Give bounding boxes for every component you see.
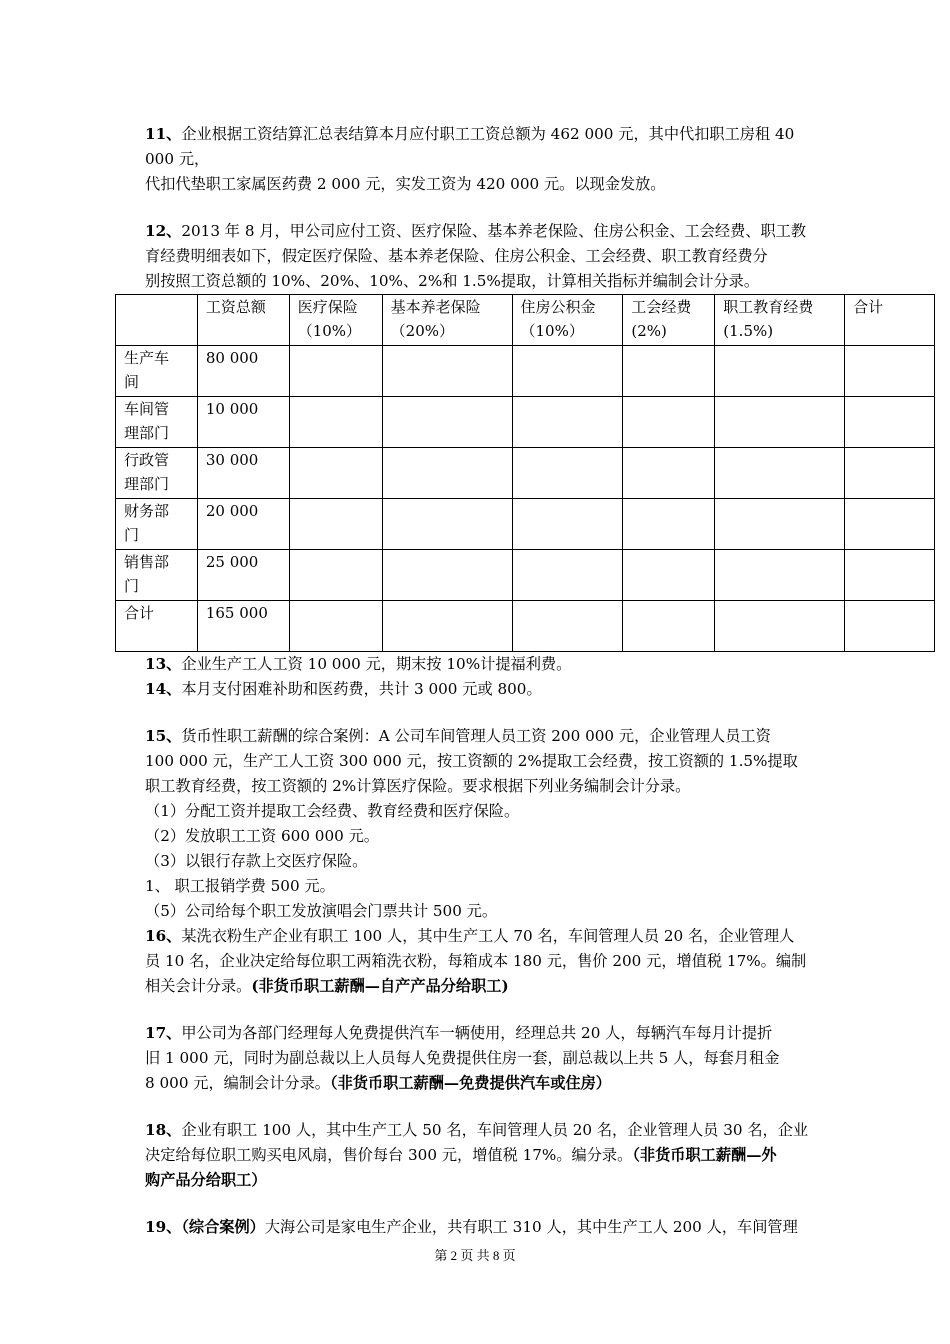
question-text: 企业生产工人工资 10 000 元，期末按 10%计提福利费。 [181,655,572,673]
department-line: 理部门 [124,424,170,442]
question-number: 18、 [145,1121,182,1139]
department-cell [116,499,198,550]
department-line: 销售部 [124,553,170,571]
empty-cell [715,346,845,397]
department-line: 财务部 [124,502,170,520]
question-17 [145,1021,810,1096]
question-text: 员 10 名，企业决定给每位职工两箱洗衣粉，每箱成本 180 元，售价 200 元，增值税 17%。编制 [145,952,807,970]
question-16 [145,924,810,999]
question-note: 购产品分给职工） [145,1171,267,1189]
question-text: 决定给每位职工购买电风扇，售价每台 300 元，增值税 17%。编分录。 [145,1146,633,1164]
question-number: 19、 [145,1218,182,1236]
salary-total-cell: 30 000 [197,448,289,499]
empty-cell [623,550,715,601]
question-19 [145,1215,810,1240]
question-14 [145,677,810,702]
empty-cell [512,397,623,448]
empty-cell [289,397,382,448]
sub-item: （5）公司给每个职工发放演唱会门票共计 500 元。 [145,902,498,920]
question-text: 育经费明细表如下，假定医疗保险、基本养老保险、住房公积金、工会经费、职工教育经费分 [145,247,768,265]
empty-cell [715,601,845,652]
empty-cell [289,499,382,550]
table-header-row [116,295,935,346]
question-number: 13、 [145,655,182,673]
question-text: 8 000 元，编制会计分录。 [145,1074,330,1092]
table-header-cell [715,295,845,346]
table-row [116,601,935,652]
department-line: 行政管 [124,451,170,469]
empty-cell [715,448,845,499]
empty-cell [845,448,935,499]
department-line: 车间管 [124,400,170,418]
page-footer: 第 2 页 共 8 页 [434,1248,516,1263]
empty-cell [845,550,935,601]
sub-item: （1）分配工资并提取工会经费、教育经费和医疗保险。 [145,802,520,820]
empty-cell [715,397,845,448]
question-text: 货币性职工薪酬的综合案例：A 公司车间管理人员工资 200 000 元，企业管理人员工资 [181,727,771,745]
header-line: （20%） [390,322,454,340]
sub-item: （2）发放职工工资 600 000 元。 [145,827,379,845]
table-header-cell [197,295,289,346]
table-row [116,550,935,601]
salary-detail-table [115,294,935,652]
department-line: 门 [124,577,140,595]
department-cell [116,601,198,652]
header-line: 合计 [853,298,884,316]
empty-cell [623,397,715,448]
question-note: （非货币职工薪酬—外 [632,1146,777,1164]
question-text: 100 000 元，生产工人工资 300 000 元，按工资额的 2%提取工会经费，按工资额的 1.5%提取 [145,752,798,770]
question-text: 大海公司是家电生产企业，共有职工 310 人，其中生产工人 200 人，车间管理 [264,1218,798,1236]
question-text: 旧 1 000 元，同时为副总裁以上人员每人免费提供住房一套，副总裁以上共 5 人，每套月租金 [145,1049,780,1067]
question-label: （综合案例） [181,1218,265,1236]
empty-cell [382,601,512,652]
empty-cell [623,499,715,550]
question-text: 某洗衣粉生产企业有职工 100 人，其中生产工人 70 名，车间管理人员 20 名，企业管理人 [181,927,795,945]
empty-cell [512,448,623,499]
header-line: (2%) [631,322,667,340]
empty-cell [512,346,623,397]
question-text: 2013 年 8 月，甲公司应付工资、医疗保险、基本养老保险、住房公积金、工会经费、职工教 [181,222,807,240]
header-line: 工会经费 [631,298,692,316]
table-row [116,448,935,499]
table-row [116,397,935,448]
question-15 [145,724,810,924]
question-number: 15、 [145,727,182,745]
question-text: 别按照工资总额的 10%、20%、10%、2%和 1.5%提取，计算相关指标并编制会计分录。 [145,272,760,290]
department-cell [116,448,198,499]
empty-cell [382,346,512,397]
department-line: 理部门 [124,475,170,493]
header-line: 医疗保险 [297,298,358,316]
question-text: 相关会计分录。 [145,977,252,995]
question-number: 12、 [145,222,182,240]
table-row [116,499,935,550]
department-line: 门 [124,526,140,544]
header-line: 基本养老保险 [390,298,481,316]
question-text: 企业根据工资结算汇总表结算本月应付职工工资总额为 462 000 元，其中代扣职工房租 40 000 元， [145,125,795,168]
department-line: 间 [124,373,140,391]
question-number: 17、 [145,1024,182,1042]
department-cell [116,397,198,448]
salary-total-cell: 10 000 [197,397,289,448]
question-text: 本月支付困难补助和医药费，共计 3 000 元或 800。 [181,680,542,698]
question-text: 代扣代垫职工家属医药费 2 000 元，实发工资为 420 000 元。以现金发放。 [145,175,666,193]
sub-item: 1、 职工报销学费 500 元。 [145,877,335,895]
question-11 [145,122,810,197]
table-header-cell [116,295,198,346]
table-row [116,346,935,397]
header-line: 住房公积金 [520,298,596,316]
header-line: 工资总额 [205,298,266,316]
department-cell [116,550,198,601]
question-text: 甲公司为各部门经理每人免费提供汽车一辆使用，经理总共 20 人，每辆汽车每月计提折 [181,1024,773,1042]
empty-cell [382,448,512,499]
empty-cell [382,397,512,448]
question-12 [145,219,810,294]
salary-total-cell: 25 000 [197,550,289,601]
empty-cell [845,499,935,550]
table-header-cell [623,295,715,346]
question-text: 职工教育经费，按工资额的 2%计算医疗保险。要求根据下列业务编制会计分录。 [145,777,691,795]
empty-cell [512,550,623,601]
question-13 [145,652,810,677]
header-line: （10%） [520,322,584,340]
question-note: (非货币职工薪酬—自产产品分给职工) [251,977,509,995]
empty-cell [845,346,935,397]
empty-cell [715,499,845,550]
department-cell [116,346,198,397]
empty-cell [289,346,382,397]
document-body [124,122,884,1240]
table-header-cell [382,295,512,346]
empty-cell [289,550,382,601]
department-line: 合计 [124,604,155,622]
question-note: （非货币职工薪酬—免费提供汽车或住房） [330,1074,611,1092]
salary-total-cell: 165 000 [197,601,289,652]
table-header-cell [845,295,935,346]
salary-total-cell: 80 000 [197,346,289,397]
empty-cell [512,499,623,550]
empty-cell [623,448,715,499]
empty-cell [512,601,623,652]
empty-cell [845,397,935,448]
header-line: (1.5%) [723,322,774,340]
question-number: 16、 [145,927,182,945]
empty-cell [623,601,715,652]
empty-cell [289,448,382,499]
question-18 [145,1118,810,1193]
empty-cell [715,550,845,601]
header-line: （10%） [297,322,362,340]
empty-cell [289,601,382,652]
sub-item: （3）以银行存款上交医疗保险。 [145,852,368,870]
empty-cell [382,550,512,601]
empty-cell [382,499,512,550]
empty-cell [845,601,935,652]
table-header-cell [289,295,382,346]
question-text: 企业有职工 100 人，其中生产工人 50 名，车间管理人员 20 名，企业管理人员 30 名，企业 [181,1121,809,1139]
question-number: 11、 [145,125,182,143]
question-number: 14、 [145,680,182,698]
department-line: 生产车 [124,349,170,367]
salary-total-cell: 20 000 [197,499,289,550]
header-line: 职工教育经费 [723,298,814,316]
empty-cell [623,346,715,397]
table-header-cell [512,295,623,346]
